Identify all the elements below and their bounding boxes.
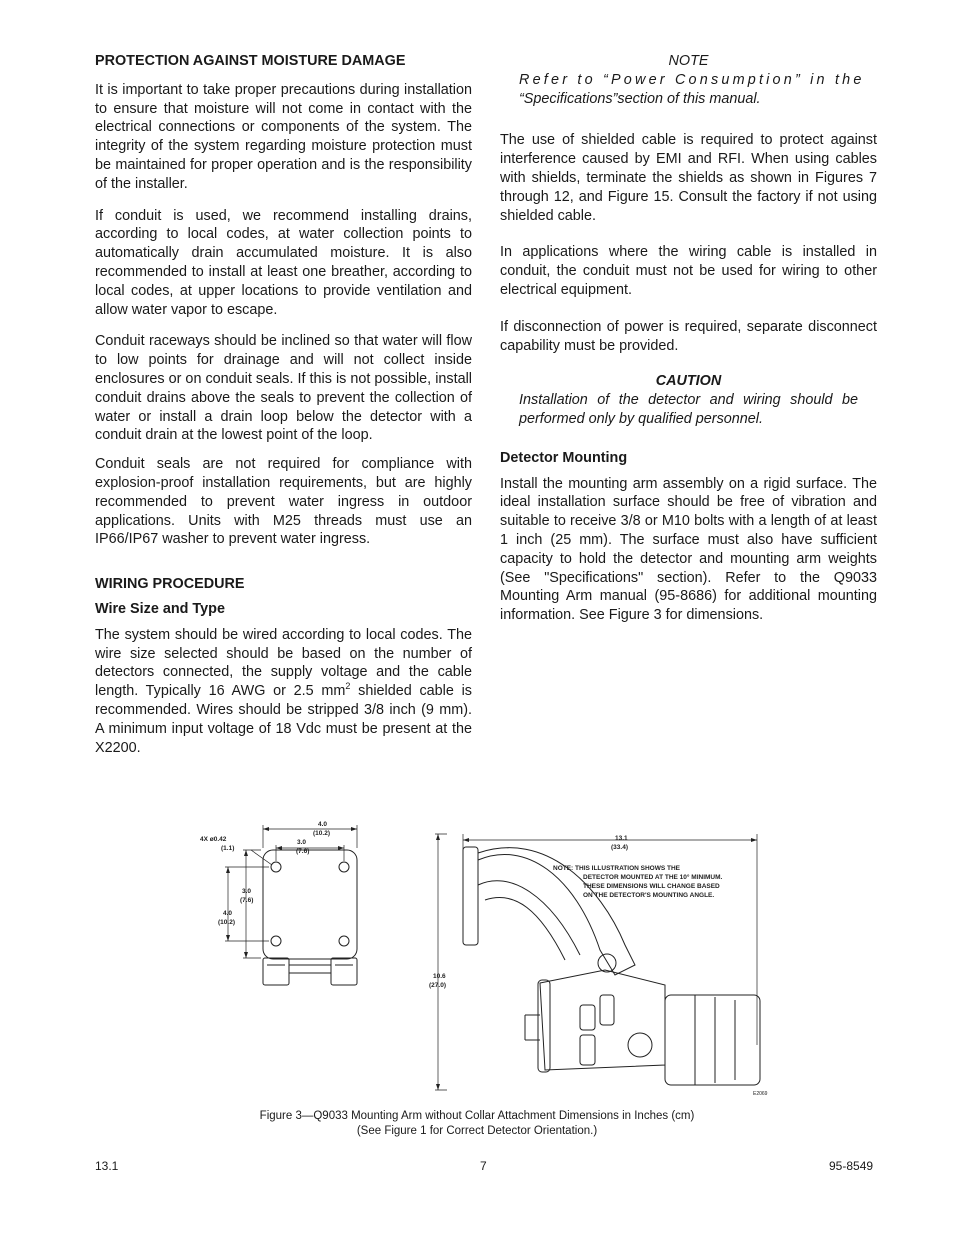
overall-height-label: 10.6 (433, 973, 446, 980)
moisture-heading: PROTECTION AGAINST MOISTURE DAMAGE (95, 53, 406, 69)
conduit-entry (628, 1033, 652, 1057)
side-spacing-cm-label: (7.6) (240, 897, 254, 904)
plate-foot (263, 958, 289, 985)
hole-size-cm-label: (1.1) (221, 845, 235, 852)
mounting-arm-dimension-drawing (195, 815, 775, 1105)
mounting-hole (271, 862, 281, 872)
note-line-1: Refer to “Power Consumption” in the (519, 71, 865, 88)
moisture-paragraph-3: Conduit raceways should be inclined so that water will flow to low points for drainage and will not collect inside enclosures or on conduit seals. If this is not possible, install conduit drains above the seals to prevent the collection of water or install a drain loop below the detector with a conduit drain at the lowest point of the loop. (95, 333, 472, 444)
overall-width-label: 13.1 (615, 835, 628, 842)
moisture-paragraph-4: Conduit seals are not required for compliance with explosion-proof installation requirements, but are highly recommended to prevent water ingress in outdoor applications. Units with M25 threads must use an IP66/IP67 washer to prevent water ingress. (95, 456, 472, 548)
plate-foot (331, 958, 357, 985)
figure-note-line-3: THESE DIMENSIONS WILL CHANGE BASED (583, 883, 720, 890)
figure-note-line-1: NOTE: THIS ILLUSTRATION SHOWS THE (553, 865, 680, 872)
detector-mounting-paragraph: Install the mounting arm assembly on a rigid surface. The ideal installation surface should be free of vibration and suitable to receive 3/8 or M10 bolts with a length of at least 1 inch (25 mm). The surface must also have sufficient capacity to hold the detector and mounting arm weights (See "Specifications" section). Refer to the Q9033 Mounting Arm manual (95-8686) for additional mounting information. See Figure 3 for dimensions. (500, 475, 877, 624)
wire-size-text-a: The system should be wired according to local codes. The wire size selected should be based on the number of detectors connected, the supply voltage and the cable length. Typically 16 AWG or 2.5 mm (95, 626, 472, 700)
top-spacing-cm-label: (7.6) (296, 848, 310, 855)
figure-note-line-4: ON THE DETECTOR'S MOUNTING ANGLE. (583, 892, 715, 899)
right-column (500, 52, 877, 625)
drawing-id: E2069 (753, 1091, 768, 1097)
figure-caption-line-1: Figure 3—Q9033 Mounting Arm without Collar Attachment Dimensions in Inches (cm) (259, 1110, 695, 1122)
conduit-paragraph: In applications where the wiring cable is installed in conduit, the conduit must not be used for wiring to other electrical equipment. (500, 244, 877, 298)
overall-height-cm-label: (27.0) (429, 982, 446, 989)
superscript-2: 2 (345, 681, 351, 692)
note-line-2: “Specifications”section of this manual. (519, 90, 761, 107)
overall-width-cm-label: (33.4) (611, 844, 628, 851)
figure-caption (0, 1109, 954, 1139)
caution-body: Installation of the detector and wiring should be performed only by qualified personnel. (519, 392, 858, 427)
arm-pivot-bolt (598, 954, 616, 972)
arm-base-plate (463, 847, 478, 945)
note-title: NOTE (668, 53, 709, 69)
figure-note-line-2: DETECTOR MOUNTED AT THE 10° MINIMUM. (583, 874, 723, 881)
side-height-label: 4.0 (223, 910, 233, 917)
hole-size-label: 4X ø0.42 (200, 836, 227, 843)
top-width-label: 4.0 (318, 821, 328, 828)
moisture-paragraph-1: It is important to take proper precautions during installation to ensure that moisture will not come in contact with the electrical connections or components of the system. The integrity of the system regarding moisture protection must be maintained for proper operation and is the responsibility of the installer. (95, 81, 472, 192)
disconnect-paragraph: If disconnection of power is required, separate disconnect capability must be provided. (500, 318, 877, 354)
shielded-cable-paragraph: The use of shielded cable is required to protect against interference caused by EMI and RFI. When using cables with shields, terminate the shields as shown in Figures 7 through 12, and Figure 15. Consult the factory if not using shielded cable. (500, 132, 877, 224)
side-spacing-label: 3.0 (242, 888, 252, 895)
detector-mounting-heading: Detector Mounting (500, 449, 628, 466)
note-body (519, 71, 865, 109)
footer-page-number: 7 (480, 1159, 487, 1173)
caution-title: CAUTION (655, 373, 722, 390)
footer-document-number: 95-8549 (829, 1159, 874, 1173)
moisture-paragraph-2: If conduit is used, we recommend installing drains, according to local codes, at water collection points to automatically drain accumulated moisture. It is also recommended to install at least one breather, according to local codes, at upper locations to provide ventilation and allow water vapor to escape. (95, 207, 472, 318)
left-column (95, 52, 472, 757)
top-spacing-label: 3.0 (297, 839, 307, 846)
mounting-hole (271, 936, 281, 946)
mounting-plate-outline (263, 850, 357, 959)
mounting-hole (339, 862, 349, 872)
wire-size-text-b: shielded cable is recommended. Wires should be stripped 3/8 inch (9 mm). A minimum input voltage of 18 Vdc must be present at the X2200. (95, 683, 472, 756)
wire-size-paragraph (95, 626, 472, 758)
mounting-hole (339, 936, 349, 946)
footer-revision: 13.1 (95, 1159, 119, 1173)
wiring-heading: WIRING PROCEDURE (95, 576, 245, 593)
top-width-cm-label: (10.2) (313, 830, 330, 837)
wire-size-heading: Wire Size and Type (95, 600, 225, 617)
side-height-cm-label: (10.2) (218, 919, 235, 926)
figure-caption-line-2: (See Figure 1 for Correct Detector Orientation.) (356, 1125, 598, 1137)
detector-lens-body (665, 995, 760, 1085)
